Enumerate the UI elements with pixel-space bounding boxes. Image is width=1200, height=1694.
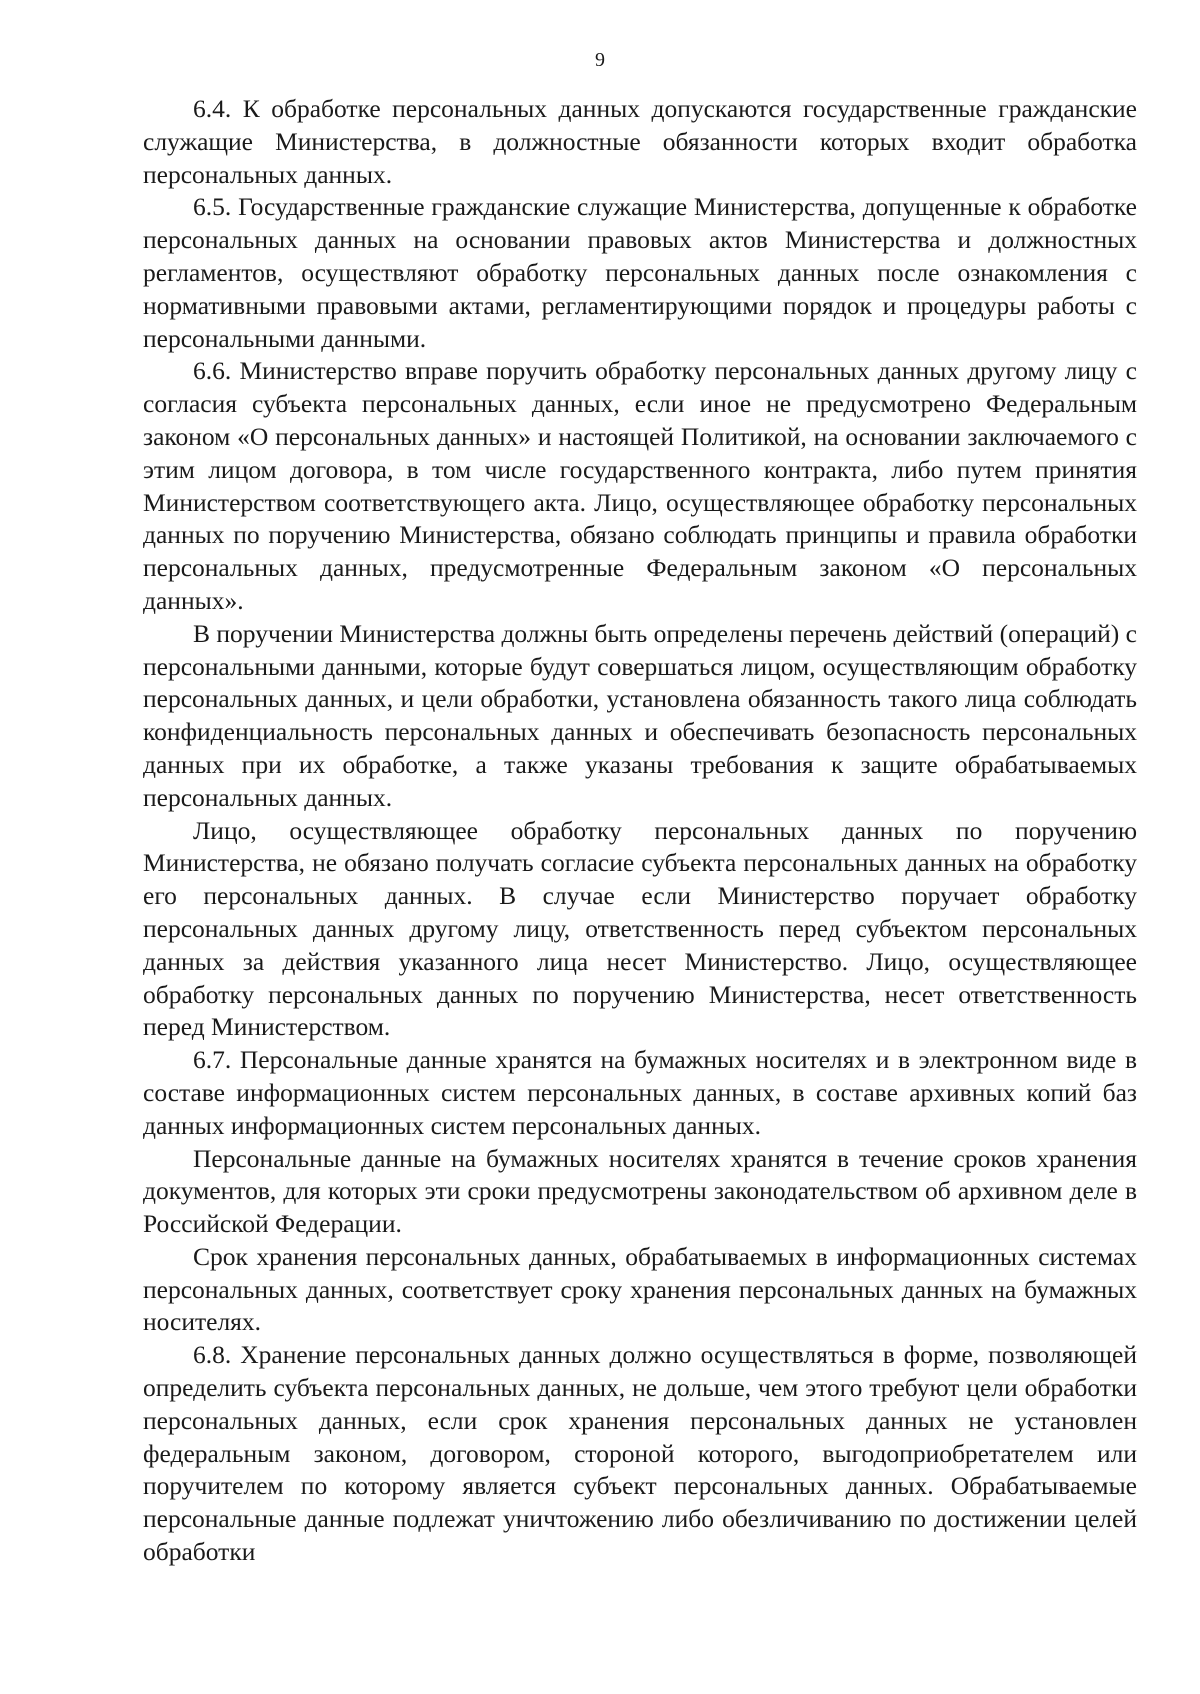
paragraph-6-4: 6.4. К обработке персональных данных допускаются государственные гражданские служащие Министерства, в должностные обязанности которых входит обработка персональных данных. xyxy=(143,94,1137,189)
paragraph-6-6-instruction: В поручении Министерства должны быть определены перечень действий (операций) с персональными данными, которые будут совершаться лицом, осуществляющим обработку персональных данных, и цели обработки, установлена обязанность такого лица соблюдать конфиденциальность персональных данных и обеспечивать безопасность персональных данных при их обработке, а также указаны требования к защите обрабатываемых персональных данных. xyxy=(143,618,1137,812)
page-number: 9 xyxy=(595,49,605,71)
paragraph-6-5: 6.5. Государственные гражданские служащие Министерства, допущенные к обработке персональных данных на основании правовых актов Министерства и должностных регламентов, осуществляют обработку персональных данных после ознакомления с нормативными правовыми актами, регламентирующими порядок и процедуры работы с персональными данными. xyxy=(143,192,1137,353)
paragraph-6-6-responsibility: Лицо, осуществляющее обработку персональных данных по поручению Министерства, не обязано получать согласие субъекта персональных данных на обработку его персональных данных. В случае если Министерство поручает обработку персональных данных другому лицу, ответственность перед субъектом персональных данных за действия указанного лица несет Министерство. Лицо, осуществляющее обработку персональных данных по поручению Министерства, несет ответственность перед Министерством. xyxy=(143,815,1137,1042)
paragraph-6-7-electronic-storage: Срок хранения персональных данных, обрабатываемых в информационных системах персональных данных, соответствует сроку хранения персональных данных на бумажных носителях. xyxy=(143,1241,1137,1337)
paragraph-6-7-paper-storage: Персональные данные на бумажных носителях хранятся в течение сроков хранения документов, для которых эти сроки предусмотрены законодательством об архивном деле в Российской Федерации. xyxy=(143,1143,1137,1239)
document-body xyxy=(143,93,1137,1569)
paragraph-6-6: 6.6. Министерство вправе поручить обработку персональных данных другому лицу с согласия субъекта персональных данных, если иное не предусмотрено Федеральным законом «О персональных данных» и настоящей Политикой, на основании заключаемого с этим лицом договора, в том числе государственного контракта, либо путем принятия Министерством соответствующего акта. Лицо, осуществляющее обработку персональных данных по поручению Министерства, обязано соблюдать принципы и правила обработки персональных данных, предусмотренные Федеральным законом «О персональных данных». xyxy=(143,356,1137,615)
paragraph-6-8: 6.8. Хранение персональных данных должно осуществляться в форме, позволяющей определить субъекта персональных данных, не дольше, чем этого требуют цели обработки персональных данных, если срок хранения персональных данных не установлен федеральным законом, договором, стороной которого, выгодоприобретателем или поручителем по которому является субъект персональных данных. Обрабатываемые персональные данные подлежат уничтожению либо обезличиванию по достижении целей обработки xyxy=(143,1340,1137,1567)
paragraph-6-7: 6.7. Персональные данные хранятся на бумажных носителях и в электронном виде в составе информационных систем персональных данных, в составе архивных копий баз данных информационных систем персональных данных. xyxy=(143,1045,1137,1140)
